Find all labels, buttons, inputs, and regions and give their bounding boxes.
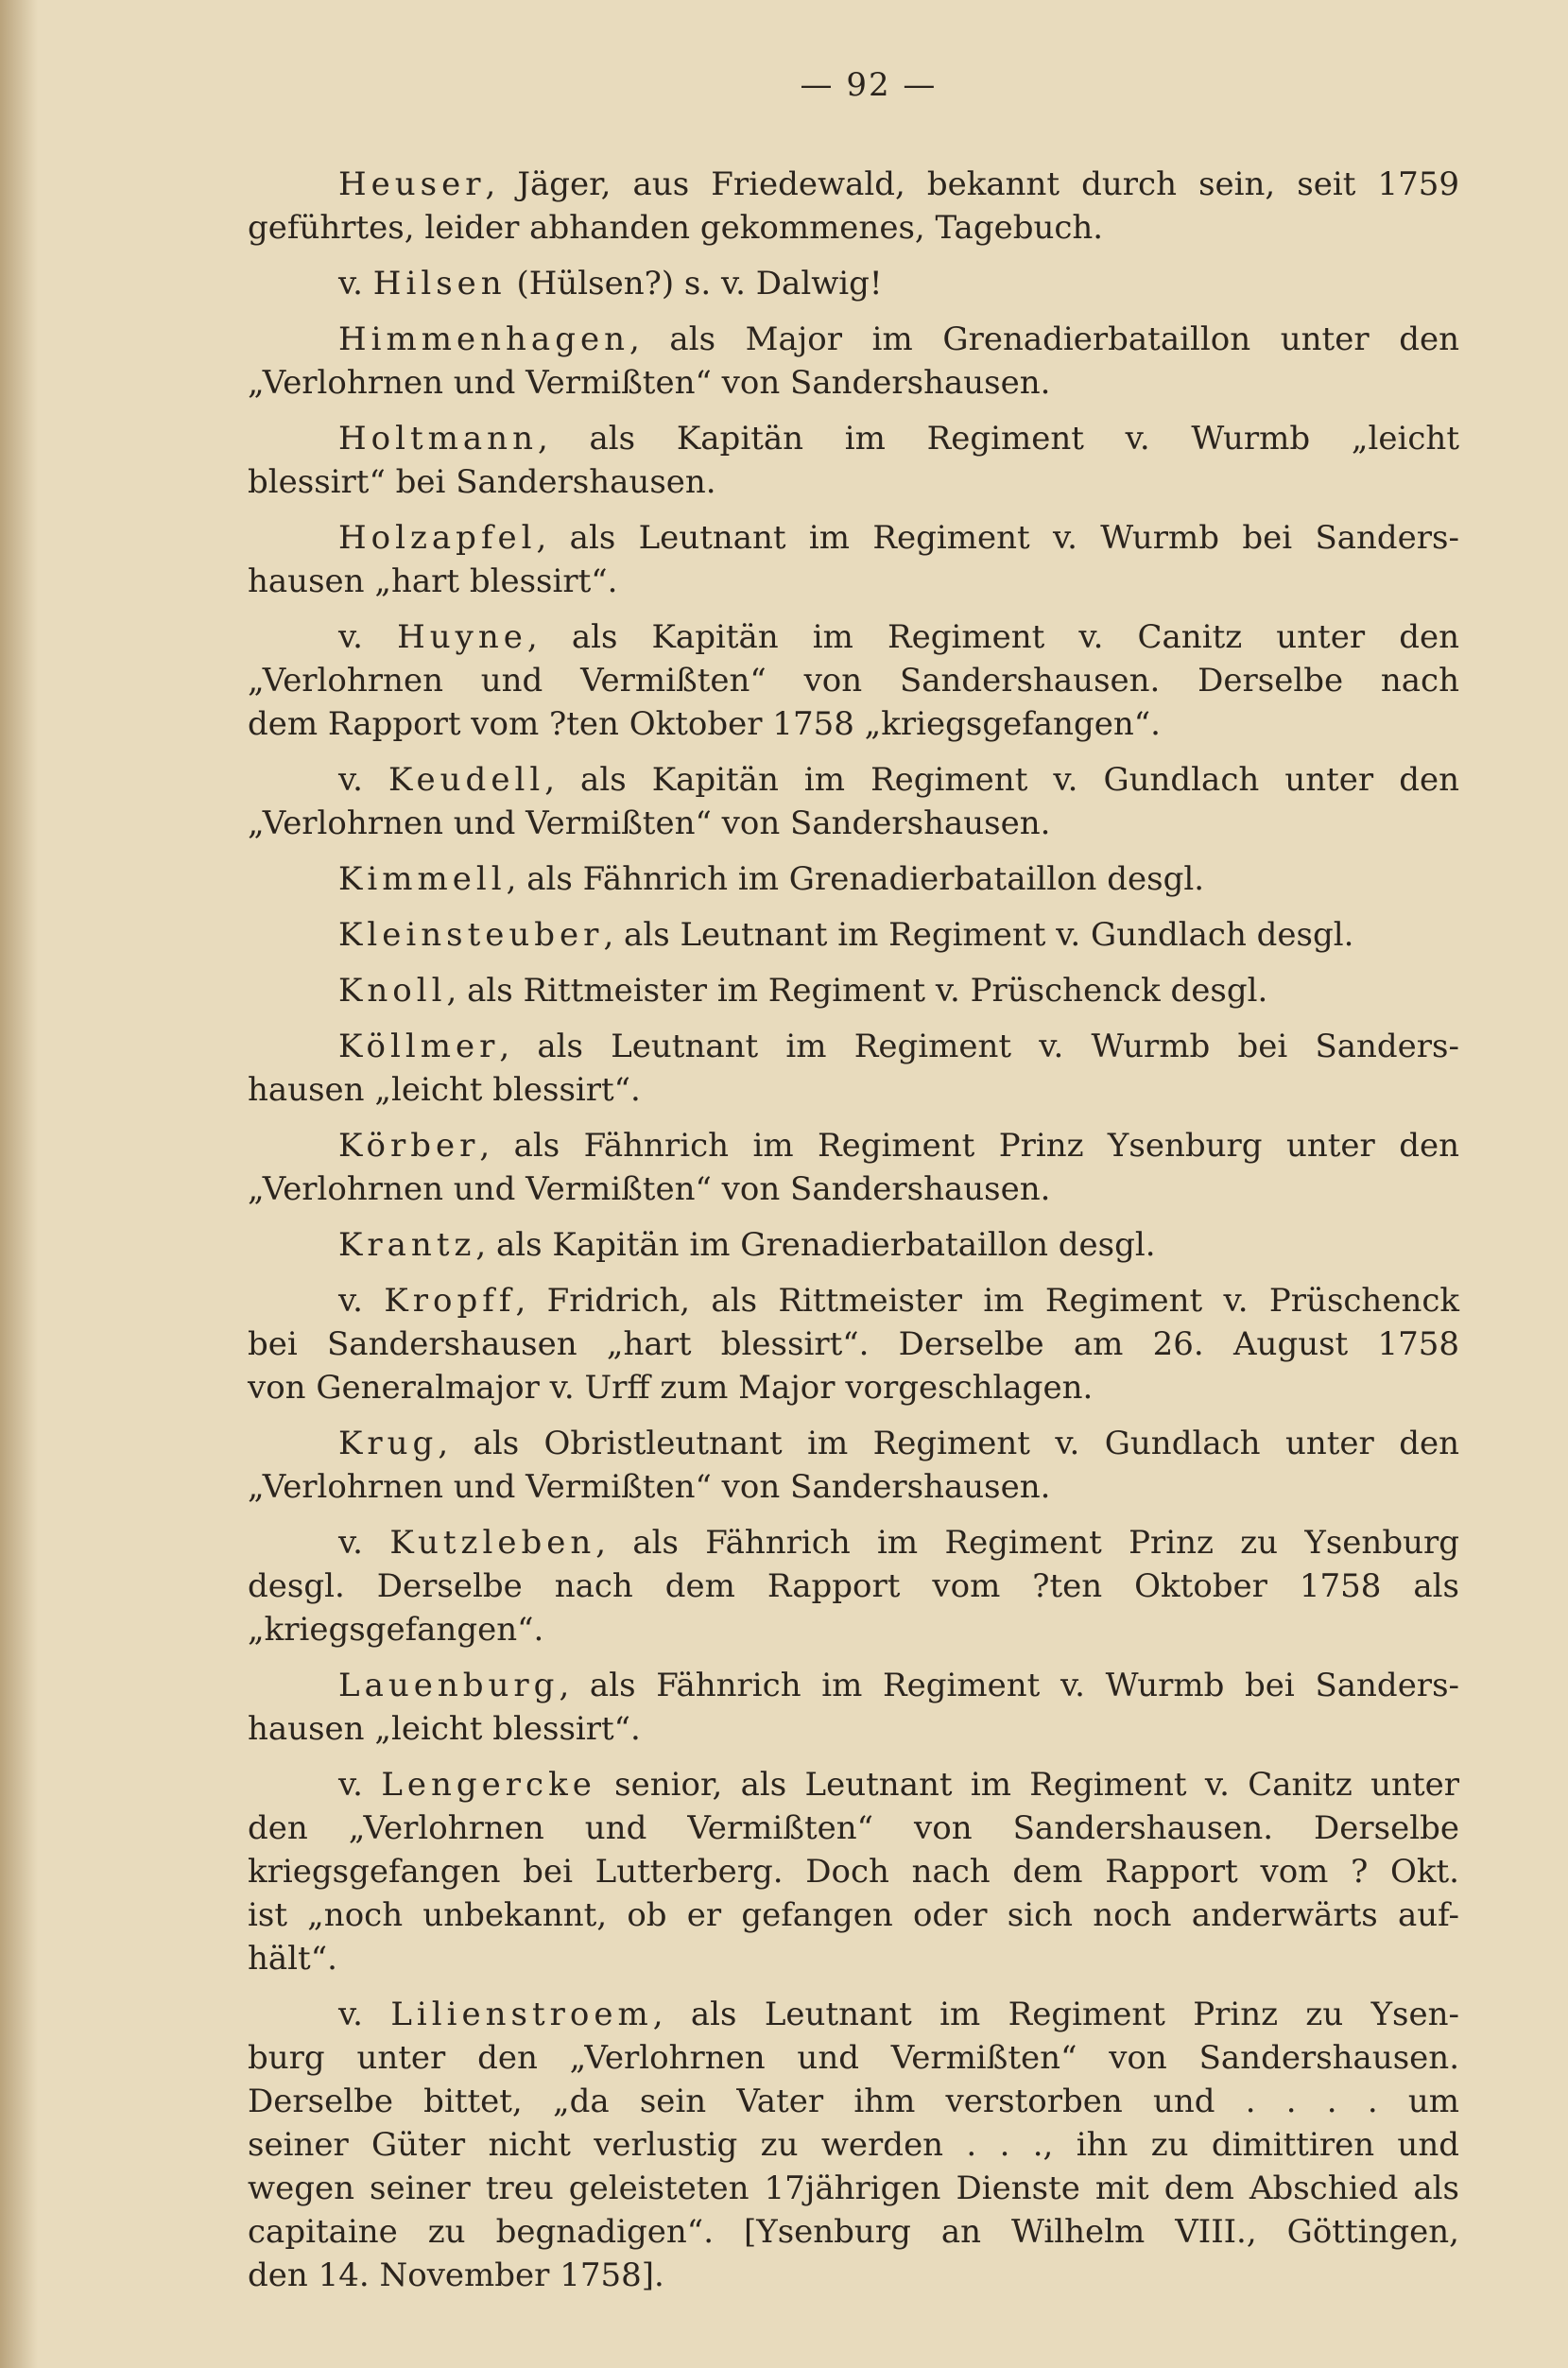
entry-line: „Verlohrnen und Vermißten“ von Sandershausen. [248,364,1051,402]
entry-line: Derselbe bittet, „da sein Vater ihm verstorben und . . . . um [248,2083,1459,2120]
entry-text: , als Leutnant im Regiment Prinz zu Ysen- [652,1996,1459,2033]
entry-line: „kriegsgefangen“. [248,1611,544,1649]
entry-first-line [248,262,1459,305]
entry-name: Körber [338,1127,480,1165]
entry-first-line [248,1025,1459,1068]
entry-prefix: v. [338,1996,391,2033]
page-edge [0,0,38,2368]
entry-first-line [248,1124,1459,1167]
entry-text: , als Fähnrich im Regiment Prinz zu Ysenburg [595,1524,1459,1562]
entry-first-line [248,1664,1459,1707]
entry-line: hausen „leicht blessirt“. [248,1071,641,1109]
entry-text: , als Fähnrich im Regiment Prinz Ysenburg unter den [479,1127,1459,1165]
entry-first-line [248,1279,1459,1322]
entry-first-line [248,969,1459,1012]
entry-text: , als Obristleutnant im Regiment v. Gundlach unter den [438,1425,1459,1462]
entry-line: hausen „leicht blessirt“. [248,1710,641,1748]
entry-line: bei Sandershausen „hart blessirt“. Derselbe am 26. August 1758 [248,1325,1459,1363]
page-number: — 92 — [800,66,938,104]
entry [248,1279,1459,1409]
entry-text: , Jäger, aus Friedewald, bekannt durch sein, seit 1759 [485,165,1459,203]
entry-line: hält“. [248,1940,337,1978]
entry-line: hausen „hart blessirt“. [248,562,618,600]
entry [248,1422,1459,1509]
entry-line: burg unter den „Verlohrnen und Vermißten“ von Sandershausen. [248,2039,1459,2077]
entry-text: , Fridrich, als Rittmeister im Regiment v. Prüschenck [515,1282,1459,1320]
entry-text: , als Kapitän im Regiment v. Gundlach unter den [544,761,1459,799]
entry-prefix: v. [338,1282,385,1320]
entry-line: den „Verlohrnen und Vermißten“ von Sandershausen. Derselbe [248,1809,1459,1847]
entry-line: kriegsgefangen bei Lutterberg. Doch nach dem Rapport vom ? Okt. [248,1853,1459,1891]
entry-line: „Verlohrnen und Vermißten“ von Sandershausen. Derselbe nach [248,662,1459,700]
entry [248,262,1459,305]
entry-text: , als Kapitän im Regiment v. Canitz unter den [526,618,1459,656]
entry-prefix: v. [338,1524,390,1562]
entry-prefix: v. [338,761,389,799]
entry-prefix: v. [338,618,398,656]
entry-name: Holzapfel [338,519,537,557]
entry-name: Kropff [384,1282,516,1320]
entry-text: , als Fähnrich im Regiment v. Wurmb bei Sanders- [559,1667,1459,1704]
entry-text: , als Rittmeister im Regiment v. Prüschenck desgl. [446,972,1268,1010]
entry-name: Köllmer [338,1028,500,1065]
entry [248,516,1459,603]
entry [248,857,1459,901]
entry-first-line [248,516,1459,560]
entry [248,1993,1459,2297]
entry-line: desgl. Derselbe nach dem Rapport vom ?ten Oktober 1758 als [248,1567,1459,1605]
entry-first-line [248,615,1459,659]
document-body [248,163,1459,2309]
entry-line: „Verlohrnen und Vermißten“ von Sandershausen. [248,804,1051,842]
entry-first-line [248,1993,1459,2036]
entry-name: Holtmann [338,420,538,458]
entry-name: Keudell [388,761,545,799]
entry-first-line [248,318,1459,361]
entry [248,163,1459,250]
entry-line: geführtes, leider abhanden gekommenes, Tagebuch. [248,209,1104,247]
entry-name: Himmenhagen [338,320,629,358]
entry-name: Krantz [338,1226,476,1264]
entry [248,318,1459,405]
entry-line: den 14. November 1758]. [248,2256,664,2294]
entry-first-line [248,417,1459,460]
entry-text: , als Fähnrich im Grenadierbataillon desgl. [506,860,1205,898]
entry-name: Knoll [338,972,447,1010]
entry-line: ist „noch unbekannt, ob er gefangen oder sich noch anderwärts auf- [248,1896,1459,1934]
entry-line: „Verlohrnen und Vermißten“ von Sandershausen. [248,1468,1051,1506]
entry-line: seiner Güter nicht verlustig zu werden . . ., ihn zu dimittiren und [248,2126,1459,2164]
entry-first-line [248,913,1459,957]
entry-first-line [248,1223,1459,1267]
entry-name: Lilienstroem [390,1996,653,2033]
entry-text: , als Kapitän im Regiment v. Wurmb „leicht [537,420,1459,458]
entry-prefix: v. [338,265,373,302]
entry-first-line [248,758,1459,802]
entry-line: blessirt“ bei Sandershausen. [248,463,716,501]
entry-line: dem Rapport vom ?ten Oktober 1758 „kriegsgefangen“. [248,705,1161,743]
entry-first-line [248,1422,1459,1465]
entry-name: Hilsen [372,265,507,302]
entry-text: , als Leutnant im Regiment v. Wurmb bei Sanders- [499,1028,1459,1065]
entry [248,969,1459,1012]
entry [248,417,1459,504]
entry-text: , als Leutnant im Regiment v. Gundlach desgl. [603,916,1354,954]
entry-name: Kimmell [338,860,507,898]
entry [248,758,1459,845]
entry-prefix: v. [338,1766,382,1804]
entry-text: , als Leutnant im Regiment v. Wurmb bei Sanders- [536,519,1459,557]
entry-name: Lengercke [381,1766,596,1804]
entry-name: Kleinsteuber [338,916,604,954]
entry-first-line [248,1521,1459,1564]
entry-name: Huyne [397,618,527,656]
entry-text: , als Major im Grenadierbataillon unter den [629,320,1459,358]
entry-first-line [248,163,1459,206]
entry-text: senior, als Leutnant im Regiment v. Canitz unter [595,1766,1459,1804]
entry-line: von Generalmajor v. Urff zum Major vorgeschlagen. [248,1369,1094,1407]
entry-line: „Verlohrnen und Vermißten“ von Sandershausen. [248,1170,1051,1208]
entry-name: Lauenburg [338,1667,560,1704]
entry [248,1025,1459,1112]
entry-name: Heuser [338,165,486,203]
entry-text: , als Kapitän im Grenadierbataillon desgl. [475,1226,1156,1264]
entry [248,913,1459,957]
entry [248,1664,1459,1751]
entry [248,1124,1459,1211]
entry-text: (Hülsen?) s. v. Dalwig! [506,265,883,302]
entry-line: capitaine zu begnadigen“. [Ysenburg an Wilhelm VIII., Göttingen, [248,2213,1459,2251]
entry [248,1763,1459,1980]
entry-first-line [248,1763,1459,1806]
entry [248,615,1459,746]
entry-line: wegen seiner treu geleisteten 17jährigen Dienste mit dem Abschied als [248,2169,1459,2207]
entry-first-line [248,857,1459,901]
entry-name: Kutzleben [389,1524,596,1562]
entry-name: Krug [338,1425,439,1462]
entry [248,1223,1459,1267]
entry [248,1521,1459,1651]
